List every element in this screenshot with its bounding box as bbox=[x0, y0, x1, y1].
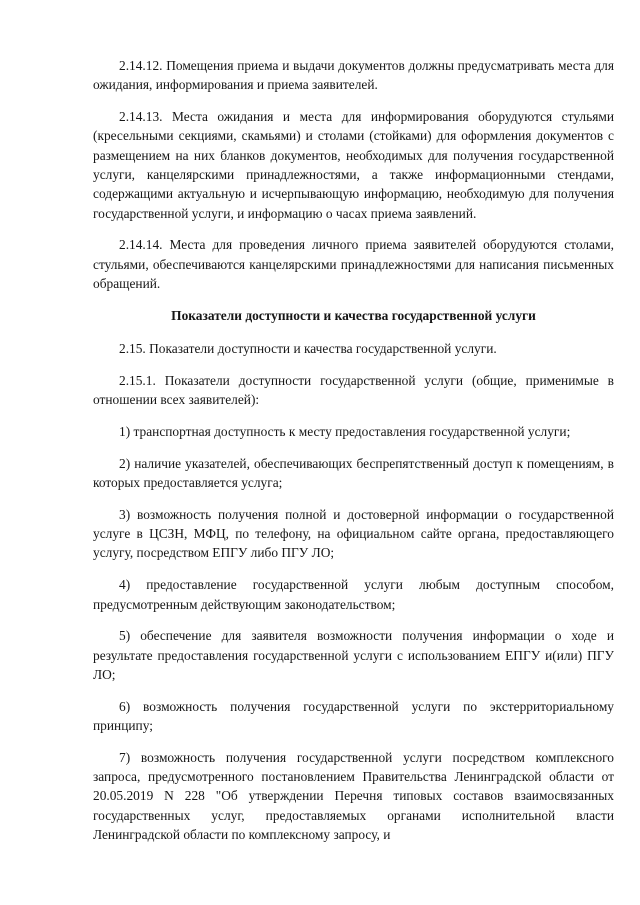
document-page bbox=[93, 56, 614, 844]
paragraph-2-15-1: 2.15.1. Показатели доступности государственной услуги (общие, применимые в отношении всех заявителей): bbox=[93, 372, 614, 408]
list-item-1: 1) транспортная доступность к месту предоставления государственной услуги; bbox=[119, 423, 571, 439]
paragraph-2-14-12: 2.14.12. Помещения приема и выдачи документов должны предусматривать места для ожидания, информирования и приема заявителей. bbox=[93, 58, 614, 93]
paragraph-2-14-14: 2.14.14. Места для проведения личного приема заявителей оборудуются столами, стульями, обеспечиваются канцелярскими принадлежностями для написания письменных обращений. bbox=[93, 237, 614, 291]
section-heading: Показатели доступности и качества государственной услуги bbox=[171, 307, 536, 323]
list-item-6: 6) возможность получения государственной услуги по экстерриториальному принципу; bbox=[93, 698, 614, 734]
paragraph-2-15: 2.15. Показатели доступности и качества государственной услуги. bbox=[119, 341, 497, 357]
list-item-3: 3) возможность получения полной и достоверной информации о государственной услуге в ЦСЗН, МФЦ, по телефону, на официальном сайте органа, предоставляющего услугу, посредством ЕПГУ либо ПГУ ЛО; bbox=[93, 506, 614, 561]
list-item-7: 7) возможность получения государственной услуги посредством комплексного запроса, предусмотренного постановлением Правительства Ленинградской области от 20.05.2019 N 228 "Об утверждении Перечня типовых составов взаимосвязанных государственных услуг, предоставляемых органами исполнительной власти Ленинградской области по комплексному запросу, и bbox=[93, 749, 614, 842]
list-item-5: 5) обеспечение для заявителя возможности получения информации о ходе и результате предоставления государственной услуги с использованием ЕПГУ и(или) ПГУ ЛО; bbox=[93, 628, 614, 682]
list-item-4: 4) предоставление государственной услуги любым доступным способом, предусмотренным действующим законодательством; bbox=[93, 577, 614, 612]
list-item-2: 2) наличие указателей, обеспечивающих беспрепятственный доступ к помещениям, в которых предоставляется услуга; bbox=[93, 455, 614, 491]
paragraph-2-14-13: 2.14.13. Места ожидания и места для информирования оборудуются стульями (кресельными секциями, скамьями) и столами (стойками) для оформления документов с размещением на них бланков документов, необходимых для получения государственной услуги, канцелярскими принадлежностями, а также информационными стендами, содержащими актуальную и исчерпывающую информацию, необходимую для получения государственной услуги, и информацию о часах приема заявлений. bbox=[93, 109, 614, 221]
